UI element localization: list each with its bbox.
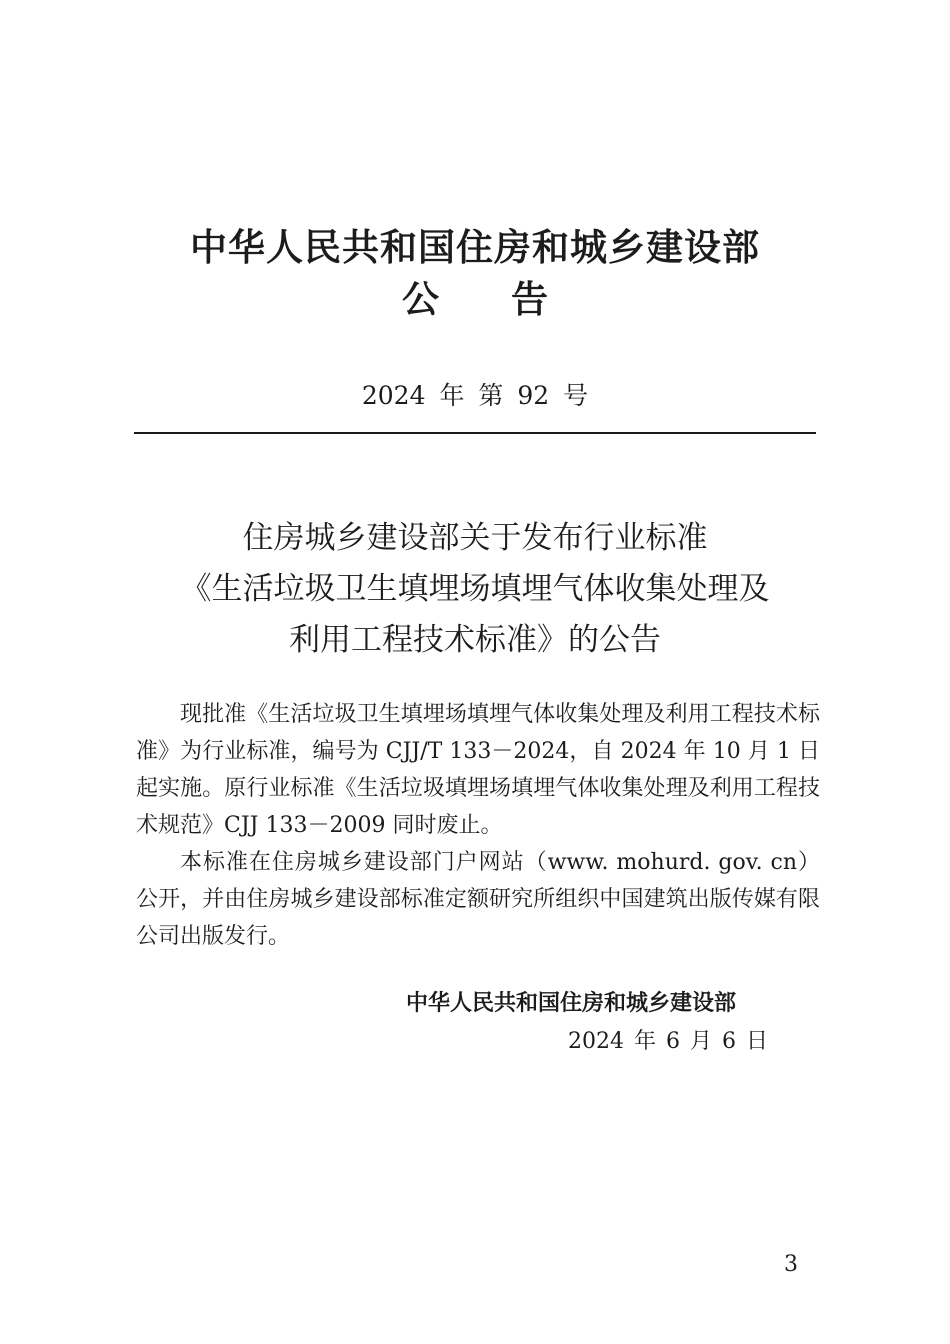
body-paragraph: 本标准在住房城乡建设部门户网站（www. mohurd. gov. cn）公开，并由住房城乡建设部标准定额研究所组织中国建筑出版传媒有限公司出版发行。 (136, 850, 820, 949)
signature-date: 2024 年 6 月 6 日 (568, 1029, 768, 1054)
notice-label: 公告 (402, 278, 620, 321)
body-paragraph: 现批准《生活垃圾卫生填埋场填埋气体收集处理及利用工程技术标准》为行业标准，编号为 CJJ/T 133－2024，自 2024 年 10 月 1 日起实施。原行业标准《生活垃圾填埋场填埋气体收集处理及利用工程技术规范》CJJ 133－2009 同时废止。 (136, 702, 820, 838)
signature-organization: 中华人民共和国住房和城乡建设部 (406, 991, 737, 1016)
notice-number: 2024 年 第 92 号 (361, 381, 589, 410)
page-number: 3 (784, 1252, 798, 1277)
headline-line: 《生活垃圾卫生填埋场填埋气体收集处理及 (180, 571, 770, 607)
headline-line: 利用工程技术标准》的公告 (289, 622, 661, 658)
announcement-body (136, 696, 820, 955)
headline-line: 住房城乡建设部关于发布行业标准 (242, 520, 708, 556)
header-divider (134, 432, 816, 434)
ministry-title: 中华人民共和国住房和城乡建设部 (190, 226, 760, 269)
announcement-headline (0, 513, 950, 666)
